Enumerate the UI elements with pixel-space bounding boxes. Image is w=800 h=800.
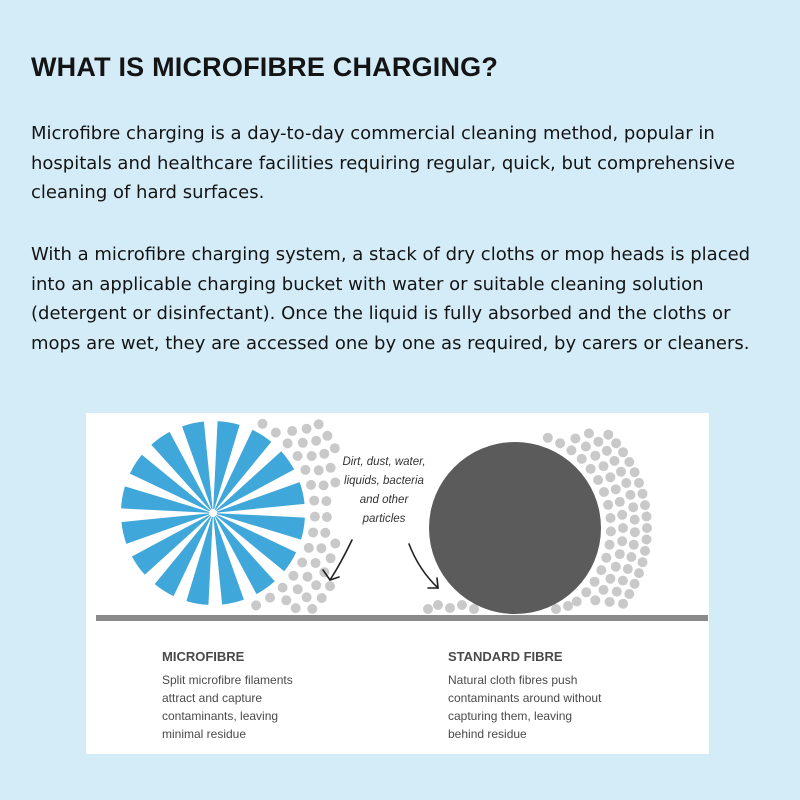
- standard-fibre-circle: [429, 442, 601, 614]
- particle: [602, 446, 612, 456]
- particle: [593, 437, 603, 447]
- particle: [278, 583, 288, 593]
- particle: [322, 512, 332, 522]
- particle: [596, 565, 606, 575]
- particle: [630, 527, 640, 537]
- particle: [618, 523, 628, 533]
- particles-annotation: [334, 453, 434, 529]
- particle: [319, 449, 329, 459]
- particle: [555, 438, 565, 448]
- annotation-line: Dirt, dust, water,: [342, 456, 426, 468]
- particle: [307, 604, 317, 614]
- particle: [624, 457, 634, 467]
- particle: [606, 526, 616, 536]
- particle: [319, 480, 329, 490]
- particle: [423, 604, 433, 614]
- intro-paragraph: Microfibre charging is a day-to-day commercial cleaning method, popular in hospitals and healthcare facilities requiring regular, quick, but comprehensive cleaning of hard surfaces.: [31, 123, 736, 203]
- particle: [283, 438, 293, 448]
- particle: [317, 593, 327, 603]
- particle: [603, 500, 613, 510]
- caption-line: contaminants around without: [448, 691, 602, 705]
- particle: [307, 451, 317, 461]
- particle: [642, 523, 652, 533]
- caption-line: attract and capture: [162, 691, 263, 705]
- particle: [626, 552, 636, 562]
- particle: [617, 536, 627, 546]
- particle: [590, 595, 600, 605]
- standard-fibre-caption-title: STANDARD FIBRE: [448, 649, 563, 664]
- particle: [287, 426, 297, 436]
- particle: [314, 419, 324, 429]
- particle: [288, 571, 298, 581]
- particle: [642, 512, 652, 522]
- particle: [634, 568, 644, 578]
- particle: [297, 558, 307, 568]
- particle: [581, 442, 591, 452]
- particle: [605, 597, 615, 607]
- particle: [306, 480, 316, 490]
- particle: [605, 472, 615, 482]
- particle: [308, 528, 318, 538]
- particle: [433, 600, 443, 610]
- particle: [634, 478, 644, 488]
- particle: [251, 600, 261, 610]
- caption-line: contaminants, leaving: [162, 709, 279, 723]
- particle: [300, 465, 310, 475]
- particle: [611, 438, 621, 448]
- particle: [617, 510, 627, 520]
- particle: [603, 430, 613, 440]
- particle: [265, 593, 275, 603]
- particle: [640, 546, 650, 556]
- particle: [551, 604, 561, 614]
- particle: [610, 456, 620, 466]
- particle: [630, 579, 640, 589]
- page-heading: WHAT IS MICROFIBRE CHARGING?: [31, 52, 499, 82]
- particle: [304, 543, 314, 553]
- particle: [281, 595, 291, 605]
- particle: [330, 539, 340, 549]
- particle: [616, 467, 626, 477]
- particle: [618, 576, 628, 586]
- particle: [330, 443, 340, 453]
- particle: [593, 475, 603, 485]
- particle: [293, 451, 303, 461]
- particle: [563, 601, 573, 611]
- particle: [310, 512, 320, 522]
- particle: [640, 500, 650, 510]
- particle: [581, 587, 591, 597]
- particle: [543, 433, 553, 443]
- particle: [642, 535, 652, 545]
- floor-surface-line: [96, 615, 708, 621]
- particle: [605, 540, 615, 550]
- particle: [601, 553, 611, 563]
- particle: [618, 447, 628, 457]
- particle: [599, 585, 609, 595]
- caption-line: Split microfibre filaments: [162, 673, 293, 687]
- particle: [611, 562, 621, 572]
- particle: [577, 454, 587, 464]
- annotation-line: liquids, bacteria: [344, 475, 424, 487]
- particle: [611, 484, 621, 494]
- particle: [599, 487, 609, 497]
- microfibre-filament-wheel: [121, 421, 305, 605]
- particle: [258, 419, 268, 429]
- particle: [599, 461, 609, 471]
- caption-line: minimal residue: [162, 727, 247, 741]
- microfibre-caption-body: [162, 671, 293, 743]
- particle: [298, 438, 308, 448]
- particle: [309, 496, 319, 506]
- particle: [302, 592, 312, 602]
- particle: [293, 584, 303, 594]
- particle: [303, 572, 313, 582]
- caption-line: capturing them, leaving: [448, 709, 573, 723]
- particle: [605, 574, 615, 584]
- particle: [630, 515, 640, 525]
- particle: [469, 604, 479, 614]
- particle: [320, 528, 330, 538]
- particle: [624, 589, 634, 599]
- particle: [302, 424, 312, 434]
- particle: [638, 557, 648, 567]
- particle: [584, 428, 594, 438]
- particle: [615, 497, 625, 507]
- particle: [623, 564, 633, 574]
- particle: [321, 496, 331, 506]
- microfibre-caption-title: MICROFIBRE: [162, 649, 245, 664]
- particle: [326, 553, 336, 563]
- fibre-comparison-diagram: [86, 413, 709, 754]
- annotation-line: particles: [362, 513, 406, 525]
- particle: [638, 489, 648, 499]
- particle: [612, 587, 622, 597]
- particle: [590, 577, 600, 587]
- particle: [311, 436, 321, 446]
- particle: [311, 558, 321, 568]
- particle: [566, 445, 576, 455]
- particle: [621, 478, 631, 488]
- annotation-line: and other: [359, 494, 409, 506]
- standard-fibre-caption-body: [448, 671, 601, 743]
- particle: [322, 431, 332, 441]
- particle: [586, 464, 596, 474]
- particle: [316, 543, 326, 553]
- particle: [625, 490, 635, 500]
- particle: [311, 580, 321, 590]
- particle: [618, 599, 628, 609]
- particle: [271, 428, 281, 438]
- particle: [445, 603, 455, 613]
- system-paragraph: With a microfibre charging system, a stack of dry cloths or mop heads is placed into an applicable charging bucket with water or suitable cleaning solution (detergent or disinfectant). Once the liquid is fully absorbed and the cloths or mops are wet, they are accessed one by one as required, by carers or cleaners.: [31, 244, 751, 354]
- particle: [629, 540, 639, 550]
- particle: [291, 603, 301, 613]
- particle: [590, 451, 600, 461]
- caption-line: behind residue: [448, 727, 527, 741]
- particle: [572, 597, 582, 607]
- particle: [615, 549, 625, 559]
- particle: [570, 434, 580, 444]
- particle: [325, 581, 335, 591]
- particle: [630, 467, 640, 477]
- particle: [314, 465, 324, 475]
- particle: [457, 600, 467, 610]
- particle: [628, 502, 638, 512]
- caption-line: Natural cloth fibres push: [448, 673, 578, 687]
- particle: [606, 513, 616, 523]
